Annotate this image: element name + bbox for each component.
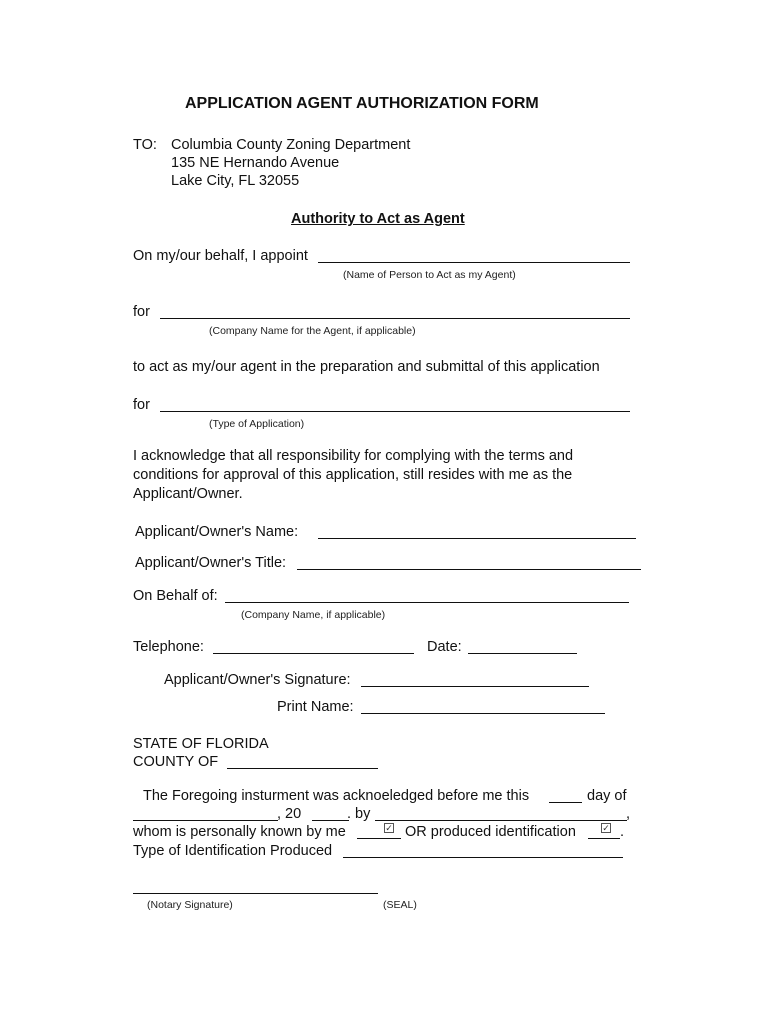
application-type-hint: (Type of Application) — [209, 418, 305, 430]
on-behalf-field[interactable] — [225, 602, 629, 603]
known-by-me-field[interactable] — [357, 838, 401, 839]
to-label: TO: — [133, 137, 157, 153]
telephone-label: Telephone: — [133, 639, 204, 655]
notary-comma: , — [626, 806, 631, 822]
acknowledge-line-1: I acknowledge that all responsibility for complying with the terms and — [133, 448, 574, 464]
application-type-field[interactable] — [160, 411, 630, 412]
acknowledge-line-2: conditions for approval of this application, still resides with me as the — [133, 467, 573, 483]
notary-by-field[interactable] — [375, 820, 627, 821]
print-name-label: Print Name: — [277, 699, 354, 715]
notary-known-text: whom is personally known by me — [133, 824, 346, 840]
acknowledge-line-3: Applicant/Owner. — [133, 486, 243, 502]
agent-name-hint: (Name of Person to Act as my Agent) — [343, 269, 516, 281]
notary-period: . — [620, 824, 625, 840]
id-type-field[interactable] — [343, 857, 623, 858]
county-label: COUNTY OF — [133, 754, 219, 770]
telephone-field[interactable] — [213, 653, 414, 654]
owner-title-field[interactable] — [297, 569, 641, 570]
act-as-agent-text: to act as my/our agent in the preparation and submittal of this application — [133, 359, 600, 375]
for-label-company: for — [133, 304, 150, 320]
known-by-me-checkbox[interactable]: ✓ — [385, 823, 393, 833]
notary-day-of-text: day of — [587, 788, 627, 804]
notary-month-field[interactable] — [133, 820, 278, 821]
produced-id-field[interactable] — [588, 838, 620, 839]
notary-year-prefix: , 20 — [277, 806, 302, 822]
notary-day-field[interactable] — [549, 802, 582, 803]
agent-name-field[interactable] — [318, 262, 630, 263]
address-line-3: Lake City, FL 32055 — [171, 173, 300, 189]
on-behalf-label: On Behalf of: — [133, 588, 218, 604]
notary-signature-hint: (Notary Signature) — [147, 899, 233, 911]
notary-produced-text: OR produced identification — [405, 824, 576, 840]
produced-id-checkbox[interactable]: ✓ — [602, 823, 610, 833]
owner-name-field[interactable] — [318, 538, 636, 539]
agent-company-field[interactable] — [160, 318, 630, 319]
print-name-field[interactable] — [361, 713, 605, 714]
signature-field[interactable] — [361, 686, 589, 687]
county-field[interactable] — [227, 768, 378, 769]
notary-by-text: . by — [347, 806, 371, 822]
signature-label: Applicant/Owner's Signature: — [164, 672, 351, 688]
for-label-type: for — [133, 397, 150, 413]
form-title: APPLICATION AGENT AUTHORIZATION FORM — [185, 95, 539, 112]
owner-title-label: Applicant/Owner's Title: — [135, 555, 287, 571]
date-field[interactable] — [468, 653, 577, 654]
on-behalf-hint: (Company Name, if applicable) — [241, 609, 386, 621]
date-label: Date: — [427, 639, 462, 655]
owner-name-label: Applicant/Owner's Name: — [135, 524, 299, 540]
section-subtitle: Authority to Act as Agent — [291, 211, 465, 227]
id-type-label: Type of Identification Produced — [133, 843, 333, 859]
address-line-1: Columbia County Zoning Department — [171, 137, 411, 153]
state-label: STATE OF FLORIDA — [133, 736, 269, 752]
address-line-2: 135 NE Hernando Avenue — [171, 155, 340, 171]
notary-signature-field[interactable] — [133, 893, 378, 894]
notary-year-field[interactable] — [312, 820, 349, 821]
appoint-label: On my/our behalf, I appoint — [133, 248, 308, 264]
notary-line-1-text: The Foregoing insturment was acknoeledged before me this — [143, 788, 530, 804]
agent-company-hint: (Company Name for the Agent, if applicable) — [209, 325, 416, 337]
seal-label: (SEAL) — [383, 899, 417, 911]
